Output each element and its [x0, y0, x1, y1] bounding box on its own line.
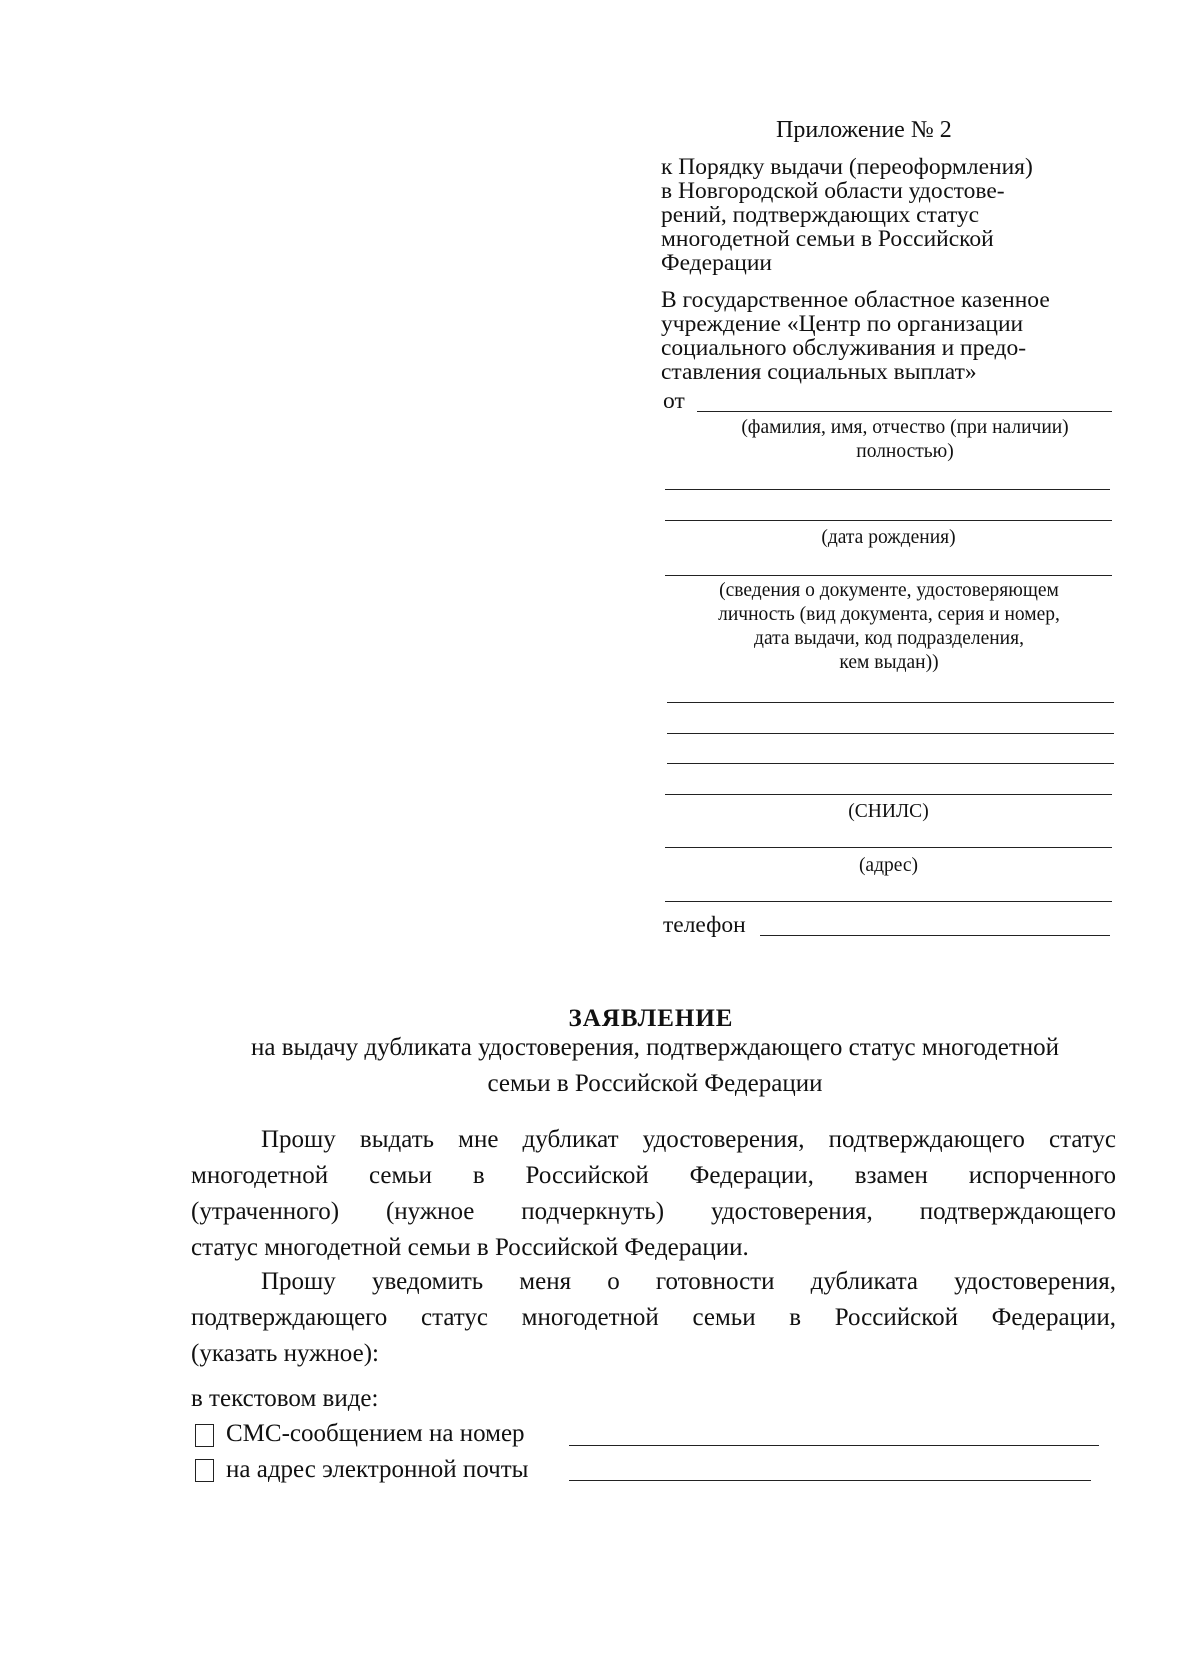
paragraph-line: (утраченного) (нужное подчеркнуть) удостоверения, подтверждающего	[191, 1198, 1116, 1225]
paragraph-duplicate-request	[191, 1122, 1116, 1266]
order-reference-line: Федерации	[661, 250, 772, 276]
birth-date-line[interactable]	[665, 520, 1112, 521]
id-document-extra-line[interactable]	[667, 702, 1114, 703]
notify-format-label: в текстовом виде:	[191, 1385, 379, 1412]
id-document-line[interactable]	[665, 575, 1112, 576]
statement-subtitle-line: на выдачу дубликата удостоверения, подтверждающего статус многодетной	[250, 1034, 1060, 1061]
id-document-extra-line[interactable]	[667, 733, 1114, 734]
fio-input-line[interactable]	[697, 411, 1112, 412]
id-document-caption	[663, 579, 1115, 675]
sms-checkbox[interactable]	[195, 1424, 214, 1447]
snils-caption: (СНИЛС)	[848, 801, 929, 822]
sms-number-input-line[interactable]	[569, 1445, 1099, 1446]
id-document-caption-line: (сведения о документе, удостоверяющем	[719, 580, 1059, 601]
appendix-title: Приложение № 2	[776, 117, 952, 143]
paragraph-line: Прошу уведомить меня о готовности дубликата удостоверения,	[261, 1268, 1116, 1295]
address-extra-line[interactable]	[665, 901, 1112, 902]
statement-title: ЗАЯВЛЕНИЕ	[568, 1005, 734, 1032]
order-reference-line: к Порядку выдачи (переоформления)	[661, 154, 1033, 180]
id-document-caption-line: кем выдан))	[839, 652, 939, 673]
paragraph-line: (указать нужное):	[191, 1340, 379, 1367]
paragraph-line: статус многодетной семьи в Российской Федерации.	[191, 1234, 749, 1261]
paragraph-line: подтверждающего статус многодетной семьи в Российской Федерации,	[191, 1304, 1116, 1331]
from-label: от	[663, 388, 685, 414]
id-document-extra-line[interactable]	[667, 763, 1114, 764]
paragraph-line: Прошу выдать мне дубликат удостоверения, подтверждающего статус	[261, 1126, 1116, 1153]
address-line[interactable]	[665, 847, 1112, 848]
addressee-line: учреждение «Центр по организации	[661, 311, 1024, 337]
phone-label: телефон	[663, 912, 746, 938]
addressee-block	[661, 288, 1050, 384]
order-reference-line: многодетной семьи в Российской	[661, 226, 994, 252]
birth-date-caption: (дата рождения)	[821, 527, 956, 548]
sms-option-label: СМС-сообщением на номер	[226, 1420, 525, 1447]
phone-input-line[interactable]	[760, 935, 1110, 936]
fio-caption	[695, 416, 1115, 464]
snils-line[interactable]	[665, 794, 1112, 795]
fio-caption-line: полностью)	[856, 441, 954, 462]
email-option-label: на адрес электронной почты	[226, 1456, 529, 1483]
order-reference-line: рений, подтверждающих статус	[661, 202, 980, 228]
email-address-input-line[interactable]	[569, 1480, 1091, 1481]
email-checkbox[interactable]	[195, 1459, 214, 1482]
fio-caption-line: (фамилия, имя, отчество (при наличии)	[741, 417, 1069, 438]
order-reference-line: в Новгородской области удостове-	[661, 178, 1005, 204]
addressee-line: В государственное областное казенное	[661, 287, 1050, 313]
id-document-caption-line: дата выдачи, код подразделения,	[754, 628, 1024, 649]
paragraph-line: многодетной семьи в Российской Федерации, взамен испорченного	[191, 1162, 1116, 1189]
addressee-line: социального обслуживания и предо-	[661, 335, 1027, 361]
paragraph-notify-request	[191, 1264, 1116, 1372]
order-reference	[661, 155, 1033, 275]
addressee-line: ставления социальных выплат»	[661, 359, 977, 385]
statement-subtitle	[190, 1030, 1120, 1102]
statement-subtitle-line: семьи в Российской Федерации	[487, 1070, 823, 1097]
address-caption: (адрес)	[858, 855, 919, 876]
id-document-caption-line: личность (вид документа, серия и номер,	[718, 604, 1060, 625]
fio-extra-line[interactable]	[665, 489, 1110, 490]
